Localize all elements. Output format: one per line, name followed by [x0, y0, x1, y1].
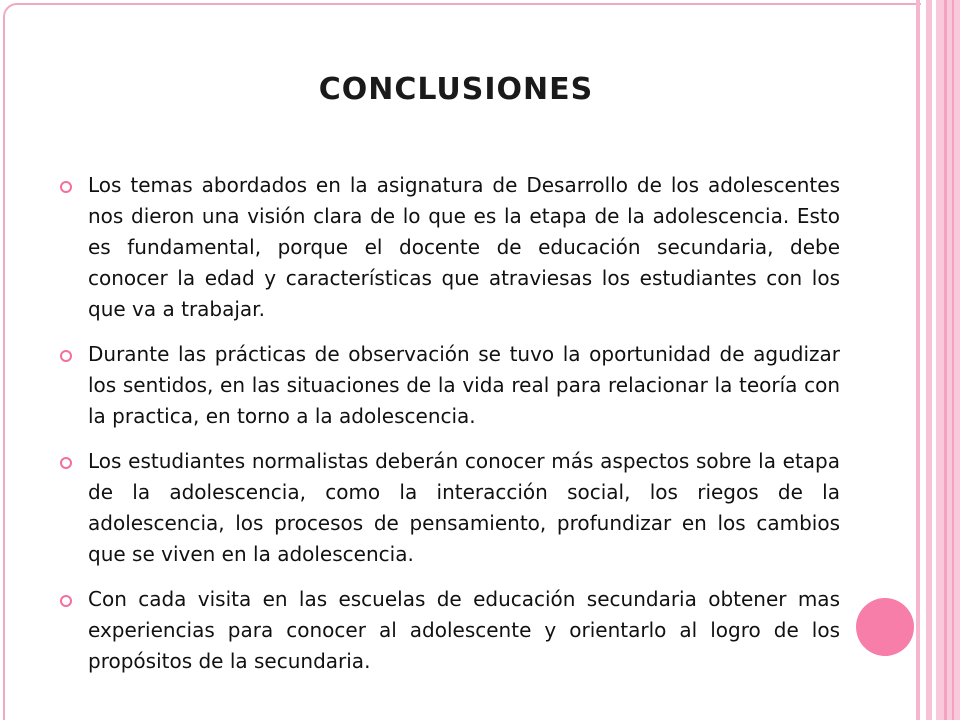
decorative-circle-icon — [856, 598, 914, 656]
decorative-stripe — [944, 0, 947, 720]
circle-bullet-icon — [60, 595, 72, 607]
circle-bullet-icon — [60, 457, 72, 469]
bullet-list — [60, 170, 840, 691]
slide-title: CONCLUSIONES — [318, 72, 594, 107]
bullet-text: Los estudiantes normalistas deberán conocer más aspectos sobre la etapa de la adolescencia, como la interacción social, los riegos de la adolescencia, los procesos de pensamiento, profundizar en los cambios que se viven en la adolescencia. — [88, 449, 840, 566]
bullet-item — [60, 170, 840, 325]
bullet-item — [60, 339, 840, 432]
circle-bullet-icon — [60, 181, 72, 193]
bullet-item — [60, 446, 840, 570]
bullet-text: Durante las prácticas de observación se tuvo la oportunidad de agudizar los sentidos, en las situaciones de la vida real para relacionar la teoría con la practica, en torno a la adolescencia. — [88, 342, 840, 428]
bullet-text: Con cada visita en las escuelas de educación secundaria obtener mas experiencias para conocer al adolescente y orientarlo al logro de los propósitos de la secundaria. — [88, 587, 840, 673]
decorative-stripe — [936, 0, 960, 720]
bullet-item — [60, 584, 840, 677]
bullet-text: Los temas abordados en la asignatura de Desarrollo de los adolescentes nos dieron una visión clara de lo que es la etapa de la adolescencia. Esto es fundamental, porque el docente de educación secundaria, debe conocer la edad y características que atraviesas los estudiantes con los que va a trabajar. — [88, 173, 840, 321]
decorative-stripe — [916, 0, 920, 720]
decorative-stripe — [952, 0, 954, 720]
circle-bullet-icon — [60, 350, 72, 362]
